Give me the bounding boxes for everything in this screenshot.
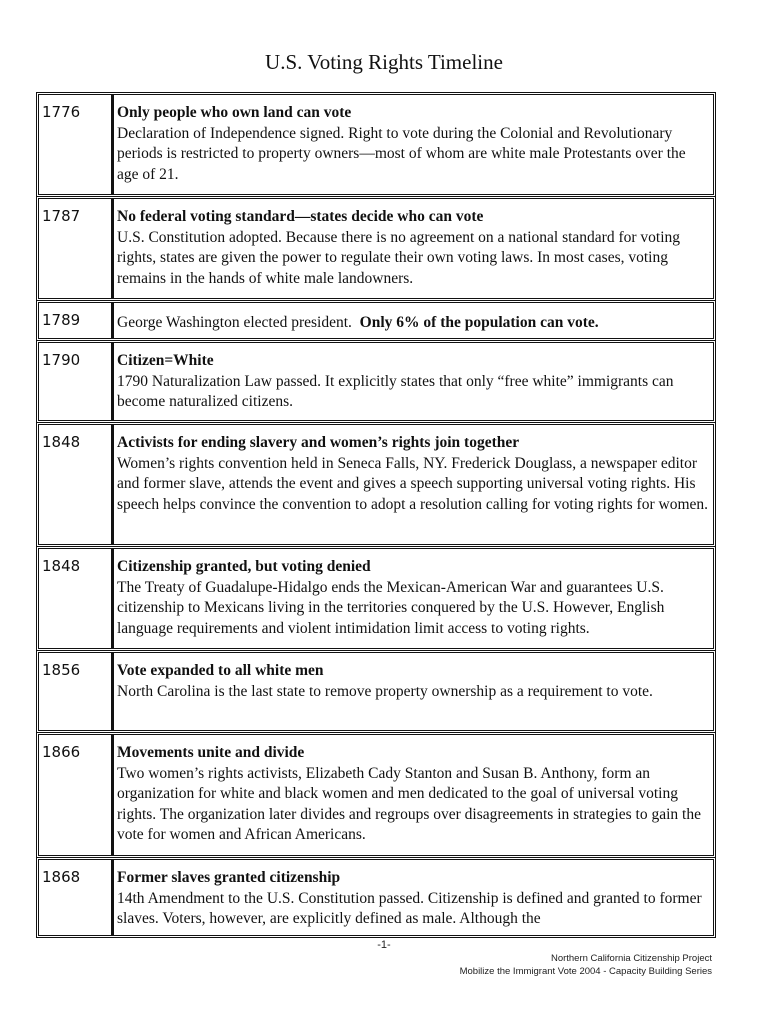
entry-text: Women’s rights convention held in Seneca Falls, NY. Frederick Douglass, a newspaper editor and former slave, attends the event and gives a speech supporting universal voting rights. His speech helps convince the convention to adopt a resolution calling for voting rights for women.	[117, 454, 709, 513]
entry-heading: Only people who own land can vote	[117, 104, 352, 121]
timeline-year: 1856	[39, 653, 112, 730]
entry-heading: No federal voting standard—states decide who can vote	[117, 208, 484, 225]
timeline-entry	[114, 549, 713, 648]
entry-text: 1790 Naturalization Law passed. It explicitly states that only “free white” immigrants can become naturalized citizens.	[117, 372, 674, 411]
timeline-year: 1868	[39, 860, 112, 935]
timeline-entry	[114, 199, 713, 298]
timeline-year: 1790	[39, 343, 112, 420]
entry-heading: Vote expanded to all white men	[117, 662, 324, 679]
entry-heading: Citizen=White	[117, 352, 214, 369]
entry-text: George Washington elected president.	[117, 314, 360, 331]
timeline-year: 1787	[39, 199, 112, 298]
entry-text: The Treaty of Guadalupe-Hidalgo ends the Mexican-American War and guarantees U.S. citizenship to Mexicans living in the territories conquered by the U.S. However, English language requirements and violent intimidation limit access to voting rights.	[117, 578, 665, 637]
timeline-row	[37, 301, 715, 341]
timeline-row	[37, 858, 715, 937]
timeline-entry	[114, 343, 713, 420]
page-title: U.S. Voting Rights Timeline	[265, 50, 503, 74]
timeline-row	[37, 651, 715, 733]
timeline-row	[37, 733, 715, 858]
entry-heading: Activists for ending slavery and women’s rights join together	[117, 434, 520, 451]
timeline-year: 1848	[39, 549, 112, 648]
entry-highlight: Only 6% of the population can vote.	[359, 314, 599, 331]
timeline-entry	[114, 860, 713, 935]
timeline-row	[37, 423, 715, 547]
timeline-year: 1848	[39, 425, 112, 544]
timeline-entry	[114, 735, 713, 855]
timeline-row	[37, 197, 715, 301]
entry-text: North Carolina is the last state to remove property ownership as a requirement to vote.	[117, 682, 653, 700]
entry-text: Two women’s rights activists, Elizabeth Cady Stanton and Susan B. Anthony, form an organization for white and black women and men dedicated to the goal of universal voting rights. The organization later divides and regroups over disagreements in strategies to gain the vote for women and African Americans.	[117, 764, 701, 844]
timeline-row	[37, 547, 715, 651]
timeline-year: 1776	[39, 95, 112, 194]
timeline-row	[37, 341, 715, 423]
footer-series: Mobilize the Immigrant Vote 2004 - Capacity Building Series	[459, 966, 712, 977]
timeline-entry	[114, 303, 713, 338]
timeline-year: 1789	[39, 303, 112, 338]
entry-heading: Citizenship granted, but voting denied	[117, 558, 371, 575]
timeline-table	[36, 92, 716, 938]
page-number: -1-	[377, 939, 391, 951]
timeline-row	[37, 93, 715, 197]
footer-organization: Northern California Citizenship Project	[550, 953, 712, 964]
timeline-entry	[114, 653, 713, 730]
entry-text: U.S. Constitution adopted. Because there is no agreement on a national standard for voting rights, states are given the power to regulate their own voting laws. In most cases, voting remains in the hands of white male landowners.	[117, 228, 681, 287]
entry-heading: Movements unite and divide	[117, 744, 305, 761]
timeline-year: 1866	[39, 735, 112, 855]
entry-text: Declaration of Independence signed. Right to vote during the Colonial and Revolutionary periods is restricted to property owners—most of whom are white male Protestants over the age of 21.	[117, 124, 686, 183]
timeline-entry	[114, 95, 713, 194]
timeline-entry	[114, 425, 713, 544]
entry-text: 14th Amendment to the U.S. Constitution passed. Citizenship is defined and granted to former slaves. Voters, however, are explicitly defined as male. Although the	[117, 889, 702, 928]
entry-heading: Former slaves granted citizenship	[117, 869, 341, 886]
